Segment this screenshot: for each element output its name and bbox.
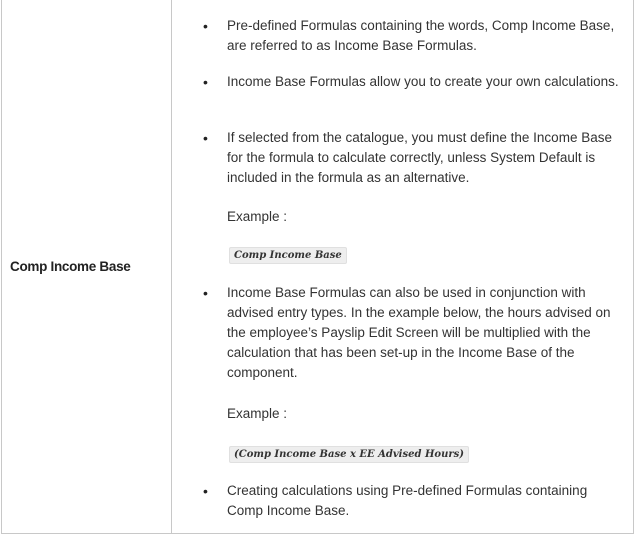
bullet-icon: • [203,285,208,301]
term-label: Comp Income Base [10,259,131,274]
bullet-icon: • [203,74,208,90]
bullet-icon: • [203,18,208,34]
bullet-text: If selected from the catalogue, you must define the Income Base for the formula to calculate correctly, unless System Default is included in the formula as an alternative. [227,130,612,185]
bullet-item [203,72,623,92]
formula-code: (Comp Income Base x EE Advised Hours) [229,446,469,463]
bullet-item [203,283,623,383]
formula-code: Comp Income Base [229,247,347,264]
bullet-icon: • [203,483,208,499]
example-label: Example : [227,209,288,224]
bullet-text: Creating calculations using Pre-defined Formulas containing Comp Income Base. [227,483,588,518]
bullet-text: Pre-defined Formulas containing the words, Comp Income Base, are referred to as Income Base Formulas. [227,18,615,53]
bullet-icon: • [203,130,208,146]
example-label: Example : [227,406,288,421]
bullet-item [203,16,623,56]
bullet-item [203,481,623,521]
description-cell [173,0,635,533]
term-cell [2,0,172,533]
bullet-item [203,128,623,188]
bullet-text: Income Base Formulas can also be used in conjunction with advised entry types. In the example below, the hours advised on the employee’s Payslip Edit Screen will be multiplied with the calculation that has been set-up in the Income Base of the component. [227,285,611,380]
definition-table [1,0,634,534]
bullet-text: Income Base Formulas allow you to create your own calculations. [227,74,619,89]
